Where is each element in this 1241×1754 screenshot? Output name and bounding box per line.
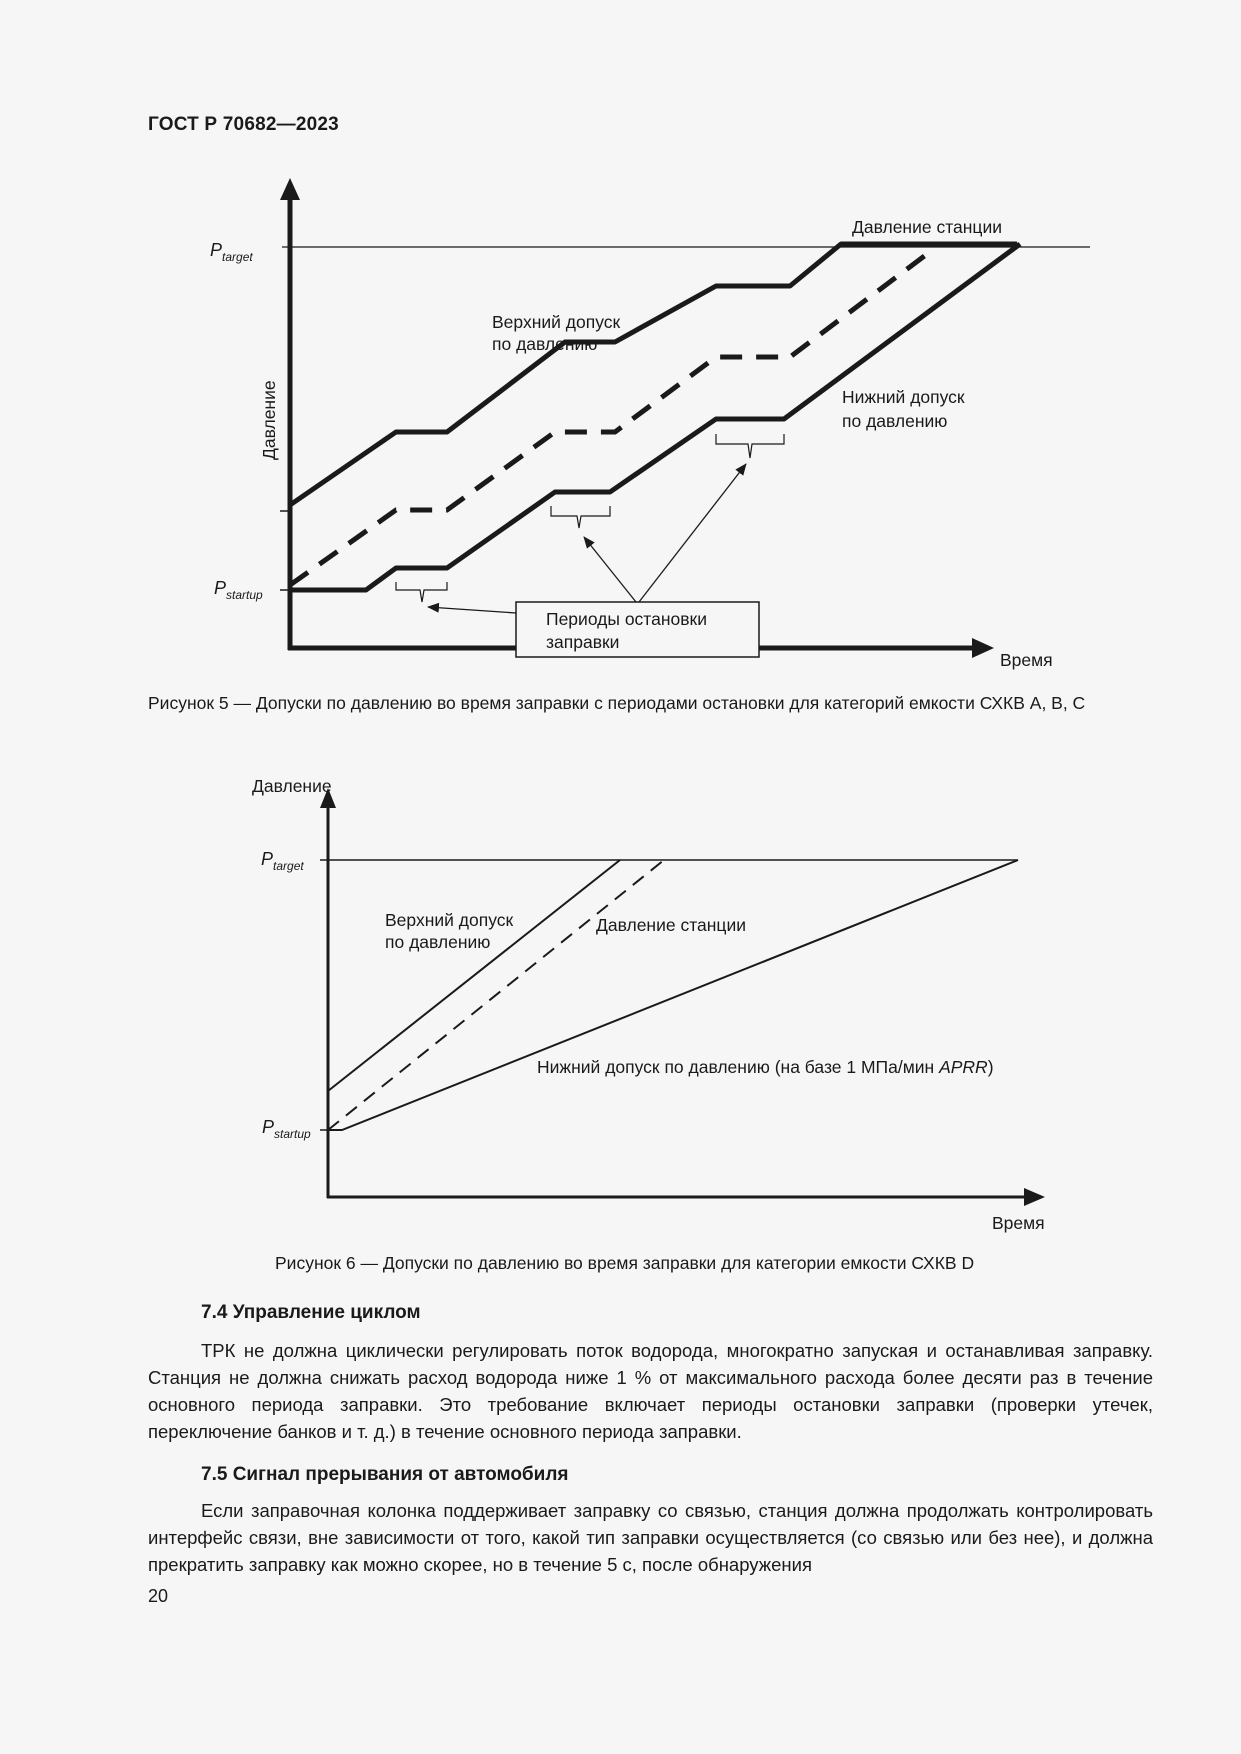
section-7-5-title: 7.5 Сигнал прерывания от автомобиля bbox=[201, 1464, 569, 1485]
leader-arrow bbox=[639, 464, 746, 602]
p-target-label: $P_{target}$ bbox=[210, 240, 253, 264]
section-7-5-text: Если заправочная колонка поддерживает заправку со связью, станция должна продолжать контролировать интерфейс связи, вне зависимости от того, какой тип заправки осуществляется (со связью или без нее), и должна прекратить заправку как можно скорее, но в течение 5 с, после обнаружения bbox=[148, 1500, 1153, 1575]
leader-arrow bbox=[584, 537, 636, 602]
station-pressure-line bbox=[290, 248, 935, 585]
station-pressure-label: Давление станции bbox=[596, 915, 746, 935]
box-line-2: заправки bbox=[546, 632, 620, 652]
document-header: ГОСТ Р 70682—2023 bbox=[148, 114, 339, 135]
x-axis-label: Время bbox=[1000, 650, 1053, 670]
pause-brace bbox=[716, 434, 784, 458]
y-axis-label: Давление bbox=[252, 776, 332, 796]
upper-tolerance-label-1: Верхний допуск bbox=[385, 910, 514, 930]
x-axis-label: Время bbox=[992, 1213, 1045, 1233]
upper-tolerance-label-2: по давлению bbox=[385, 932, 491, 952]
x-axis-arrow bbox=[972, 638, 994, 658]
lower-tolerance-label-2: по давлению bbox=[842, 411, 948, 431]
lower-tolerance-line bbox=[328, 860, 1018, 1130]
upper-tolerance-label-1: Верхний допуск bbox=[492, 312, 621, 332]
section-7-4-title: 7.4 Управление циклом bbox=[201, 1302, 421, 1323]
figure-6-diagram bbox=[0, 760, 1241, 1250]
p-startup-label: $P_{startup}$ bbox=[214, 578, 263, 602]
station-pressure-line bbox=[328, 860, 664, 1130]
upper-tolerance-label-2: по давлению bbox=[492, 334, 598, 354]
y-axis-arrow bbox=[280, 178, 300, 200]
p-startup-label: $P_{startup}$ bbox=[262, 1117, 311, 1141]
station-pressure-label: Давление станции bbox=[852, 217, 1002, 237]
section-7-4-text: ТРК не должна циклически регулировать поток водорода, многократно запуская и останавливая заправку. Станция не должна снижать расход водорода ниже 1 % от максимального расхода более десяти раз в течение основного периода заправки. Это требование включает периоды остановки заправки (проверки утечек, переключение банков и т. д.) в течение основного периода заправки. bbox=[148, 1340, 1153, 1442]
figure-5-diagram bbox=[0, 0, 1241, 730]
leader-arrow bbox=[428, 607, 516, 613]
upper-tolerance-line bbox=[290, 244, 1017, 505]
y-axis-label: Давление bbox=[259, 380, 279, 460]
lower-tolerance-label-1: Нижний допуск bbox=[842, 387, 965, 407]
box-line-1: Периоды остановки bbox=[546, 609, 707, 629]
x-axis-arrow bbox=[1024, 1188, 1045, 1206]
pause-brace bbox=[551, 506, 610, 528]
pause-brace bbox=[396, 582, 447, 602]
p-target-label: $P_{target}$ bbox=[261, 849, 304, 873]
lower-tolerance-label: Нижний допуск по давлению (на базе 1 МПа/мин APRR) bbox=[537, 1057, 994, 1077]
figure-6-caption: Рисунок 6 — Допуски по давлению во время заправки для категории емкости СХКВ D bbox=[275, 1253, 975, 1273]
page-number: 20 bbox=[148, 1586, 169, 1606]
figure-5-caption: Рисунок 5 — Допуски по давлению во время заправки с периодами остановки для категорий емкости СХКВ А, В, С bbox=[148, 693, 1086, 713]
